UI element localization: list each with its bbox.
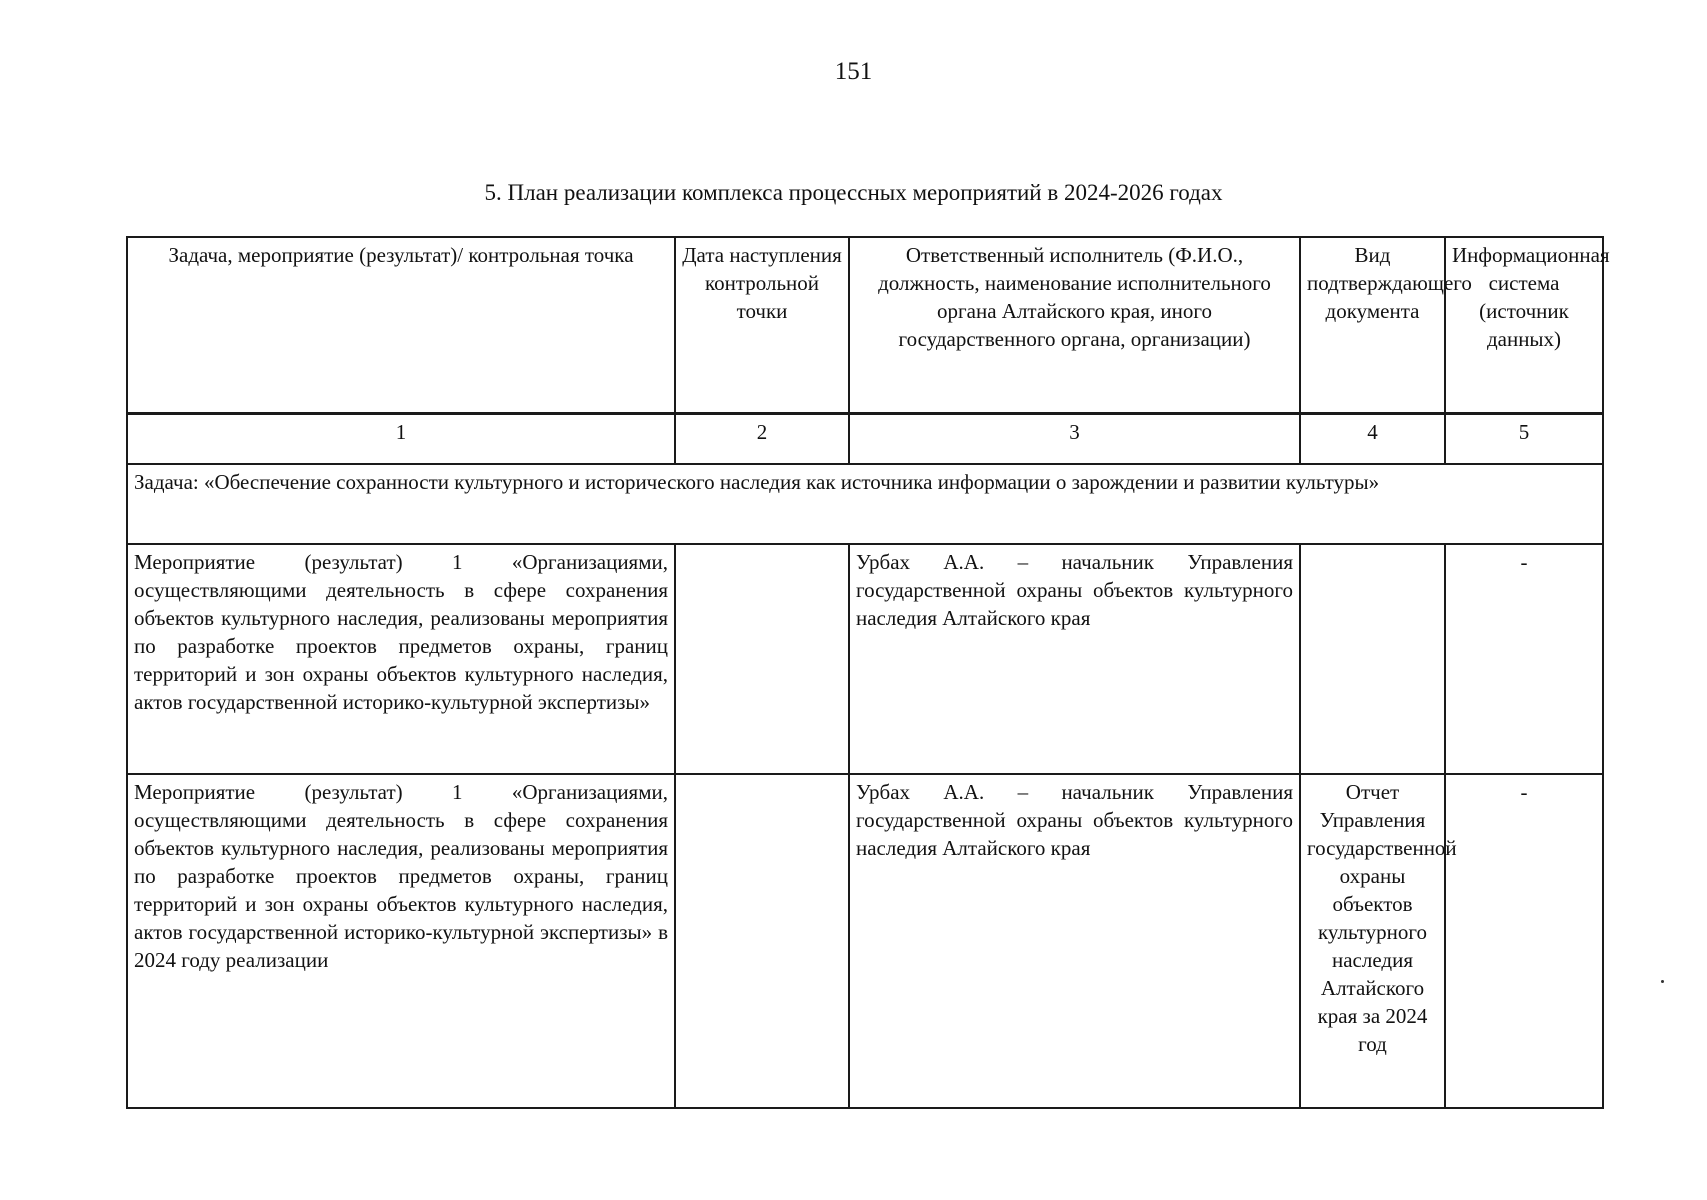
task-row xyxy=(127,464,1603,544)
document-cell xyxy=(1300,544,1445,774)
header-info-system: Информационная система (источник данных) xyxy=(1445,237,1603,414)
date-cell xyxy=(675,544,849,774)
activity-cell: Мероприятие (результат) 1 «Организациями, осуществляющими деятельность в сфере сохранения объектов культурного наследия, реализованы мероприятия по разработке проектов предметов охраны, границ территорий и зон охраны объектов культурного наследия, актов государственной историко-культурной экспертизы» в 2024 году реализации xyxy=(127,774,675,1108)
header-document-type: Вид подтверждающего документа xyxy=(1300,237,1445,414)
column-number: 5 xyxy=(1445,414,1603,465)
table-row xyxy=(127,544,1603,774)
header-control-date: Дата наступления контрольной точки xyxy=(675,237,849,414)
document-title: 5. План реализации комплекса процессных мероприятий в 2024-2026 годах xyxy=(484,180,1223,205)
activity-cell: Мероприятие (результат) 1 «Организациями, осуществляющими деятельность в сфере сохранения объектов культурного наследия, реализованы мероприятия по разработке проектов предметов охраны, границ территорий и зон охраны объектов культурного наследия, актов государственной историко-культурной экспертизы» xyxy=(127,544,675,774)
column-numbers-row xyxy=(127,414,1603,465)
column-number: 3 xyxy=(849,414,1300,465)
column-number: 4 xyxy=(1300,414,1445,465)
column-number: 2 xyxy=(675,414,849,465)
info-system-cell: - xyxy=(1445,774,1603,1108)
task-cell: Задача: «Обеспечение сохранности культурного и исторического наследия как источника информации о зарождении и развитии культуры» xyxy=(127,464,1603,544)
plan-table xyxy=(126,236,1610,1109)
info-system-cell: - xyxy=(1445,544,1603,774)
scan-speck xyxy=(1661,980,1664,983)
table-row xyxy=(127,774,1603,1108)
table-header-row xyxy=(127,237,1603,414)
header-task-activity: Задача, мероприятие (результат)/ контрольная точка xyxy=(127,237,675,414)
date-cell xyxy=(675,774,849,1108)
column-number: 1 xyxy=(127,414,675,465)
responsible-cell: Урбах А.А. – начальник Управления государственной охраны объектов культурного наследия Алтайского края xyxy=(849,544,1300,774)
page-number: 151 xyxy=(834,58,873,85)
header-responsible: Ответственный исполнитель (Ф.И.О., должность, наименование исполнительного органа Алтайского края, иного государственного органа, организации) xyxy=(849,237,1300,414)
responsible-cell: Урбах А.А. – начальник Управления государственной охраны объектов культурного наследия Алтайского края xyxy=(849,774,1300,1108)
document-cell: Отчет Управления государственной охраны объектов культурного наследия Алтайского края за 2024 год xyxy=(1300,774,1445,1108)
